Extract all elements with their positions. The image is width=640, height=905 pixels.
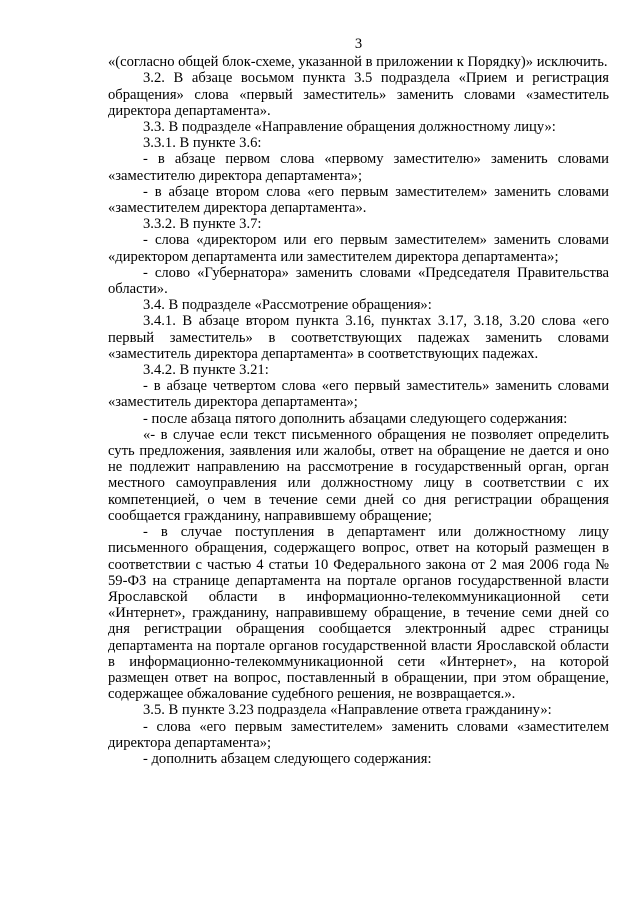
paragraph-3-3-1: 3.3.1. В пункте 3.6: [143, 135, 262, 152]
paragraph-inserted-1: «- в случае если текст письменного обращения не позволяет определить суть предложения, заявления или жалобы, ответ на обращение не дается и оно не подлежит направлению на рассмотрение в государственный орган, орган местного самоуправления или должностному лицу в соответствии с их компетенцией, о чем в течение семи дней со дня регистрации обращения сообщается гражданину, направившему обращение; [108, 426, 609, 524]
paragraph-inserted-2: - в случае поступления в департамент или должностному лицу письменного обращения, содержащего вопрос, ответ на который размещен в соответствии с частью 4 статьи 10 Федерального закона от 2 мая 2006 года № 59-ФЗ на странице департамента на портале органов государственной власти Ярославской области в информационно-телекоммуникационной сети «Интернет», гражданину, направившему обращение, в течение семи дней со дня регистрации обращения сообщается электронный адрес страницы департамента на портале органов государственной власти Ярославской области в информационно-телекоммуникационной сети «Интернет», на которой размещен ответ на вопрос, поставленный в обращении, при этом обращение, содержащее обжалование судебного решения, не возвращается.». [108, 524, 609, 703]
paragraph-3-4-2-item-1: - в абзаце четвертом слова «его первый заместитель» заменить словами «заместитель директора департамента»; [108, 378, 609, 411]
paragraph-3-4-2-item-2: - после абзаца пятого дополнить абзацами следующего содержания: [143, 410, 568, 427]
paragraph-continuation: «(согласно общей блок-схеме, указанной в приложении к Порядку)» исключить. [108, 54, 608, 71]
paragraph-3-3-1-item-2: - в абзаце втором слова «его первым заместителем» заменить словами «заместителем директора департамента». [108, 183, 609, 217]
paragraph-3-3: 3.3. В подразделе «Направление обращения должностному лицу»: [143, 119, 556, 136]
paragraph-3-5-item-2: - дополнить абзацем следующего содержания: [143, 750, 432, 767]
page-number: 3 [354, 36, 363, 52]
paragraph-3-3-2-item-2: - слово «Губернатора» заменить словами «Председателя Правительства области». [108, 264, 609, 298]
paragraph-3-4-2: 3.4.2. В пункте 3.21: [143, 362, 269, 379]
paragraph-3-5: 3.5. В пункте 3.23 подраздела «Направление ответа гражданину»: [143, 702, 552, 719]
document-body [108, 54, 609, 767]
paragraph-3-3-1-item-1: - в абзаце первом слова «первому заместителю» заменить словами «заместителю директора департамента»; [108, 151, 609, 184]
paragraph-3-4-1: 3.4.1. В абзаце втором пункта 3.16, пунктах 3.17, 3.18, 3.20 слова «его первый заместитель» в соответствующих падежах заменить словами «заместитель директора департамента» в соответствующих падежах. [108, 313, 609, 362]
paragraph-3-4: 3.4. В подразделе «Рассмотрение обращения»: [143, 297, 432, 314]
paragraph-3-5-item-1: - слова «его первым заместителем» заменить словами «заместителем директора департамента»; [108, 718, 609, 751]
paragraph-3-2: 3.2. В абзаце восьмом пункта 3.5 подраздела «Прием и регистрация обращения» слова «первый заместитель» заменить словами «заместитель директора департамента». [108, 70, 609, 119]
document-page [108, 36, 609, 767]
paragraph-3-3-2: 3.3.2. В пункте 3.7: [143, 216, 262, 233]
paragraph-3-3-2-item-1: - слова «директором или его первым заместителем» заменить словами «директором департамента или заместителем директора департамента»; [108, 232, 609, 265]
